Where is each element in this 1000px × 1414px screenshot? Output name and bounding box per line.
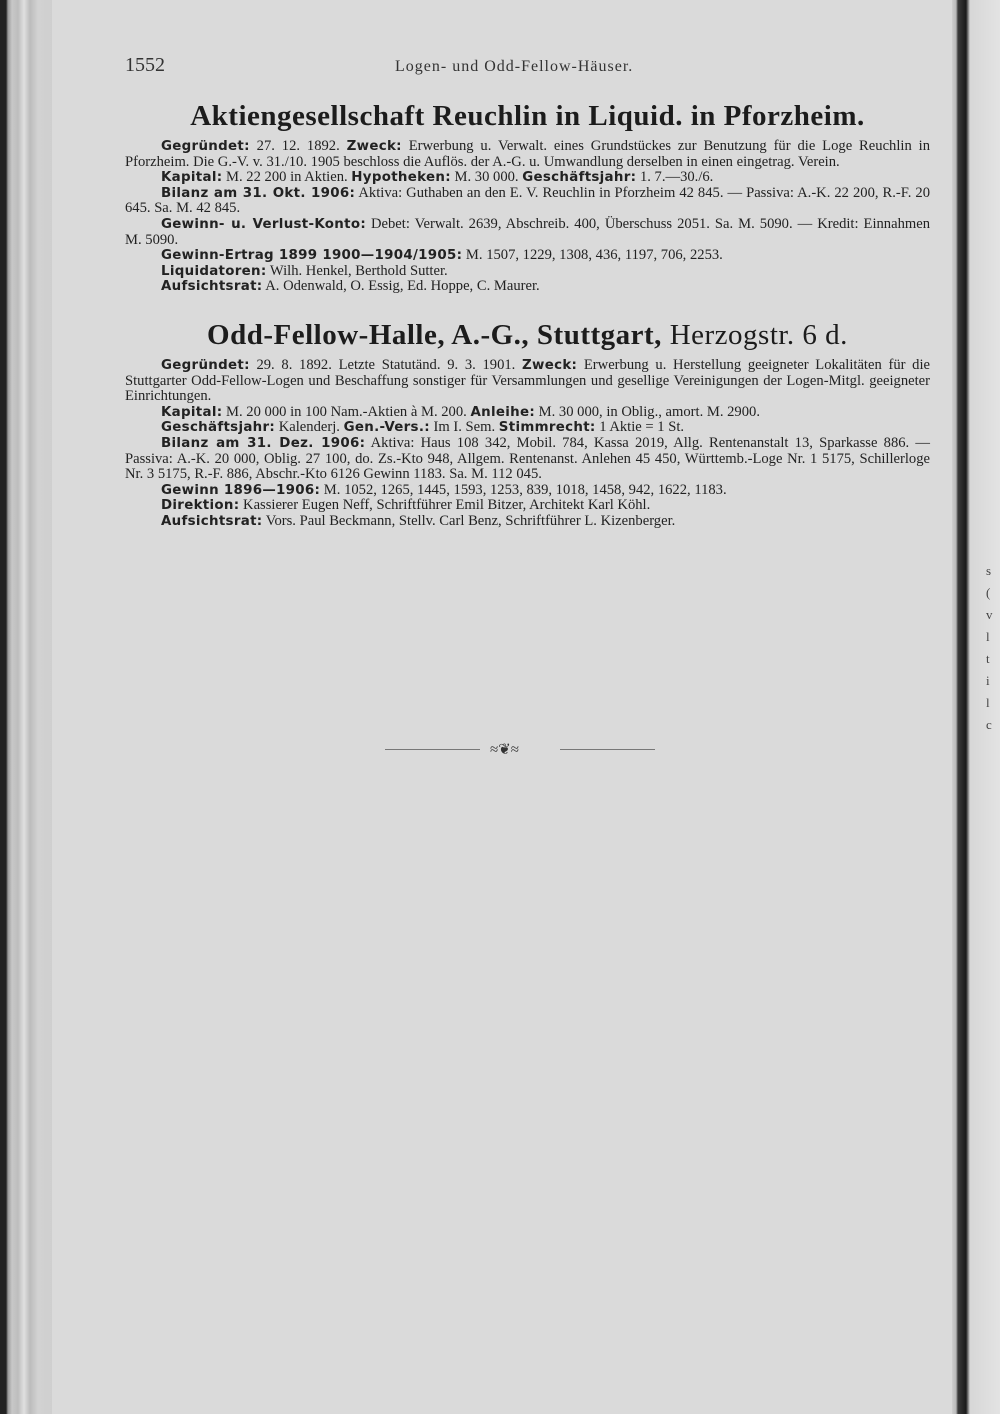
field-value: M. 20 000 in 100 Nam.-Aktien à M. 200. [222, 403, 471, 420]
field-label: Bilanz am 31. Okt. 1906: [161, 185, 356, 201]
edge-mark: c [986, 717, 992, 732]
edge-mark: i [986, 673, 990, 688]
edge-mark: v [986, 607, 993, 622]
field-label: Hypotheken: [351, 170, 451, 186]
adjacent-page-edge-marks [986, 560, 996, 736]
entry-title-bold: Odd-Fellow-Halle, A.-G., Stuttgart, [207, 318, 662, 351]
field-label: Gewinn-Ertrag 1899 1900—1904/1905: [161, 248, 463, 264]
edge-mark: l [986, 629, 990, 644]
entry-title-address: Herzogstr. 6 d. [661, 318, 848, 351]
field-value: 1. 7.—30./6. [636, 169, 714, 186]
field-label: Direktion: [161, 498, 240, 514]
field-value: 29. 8. 1892. Letzte Statutänd. 9. 3. 1901. [249, 356, 523, 373]
running-title: Logen- und Odd-Fellow-Häuser. [395, 58, 634, 75]
entry-odd-fellow-halle [125, 319, 930, 530]
field-value: Kassierer Eugen Neff, Schriftführer Emil Bitzer, Architekt Karl Köhl. [239, 497, 651, 514]
field-value: A. Odenwald, O. Essig, Ed. Hoppe, C. Maurer. [262, 278, 540, 295]
ornament-rule-left [385, 749, 480, 750]
edge-mark: l [986, 695, 990, 710]
section-end-ornament [385, 744, 655, 756]
entry-paragraph [125, 139, 930, 170]
field-value: Erwerbung u. Verwalt. eines Grundstückes zur Benutzung für die Loge Reuchlin in Pforzheim. Die G.-V. v. 31./10. 1905 beschloss die Auflös. der A.-G. u. Umwandlung derselben in einen eingetrag. Verein. [125, 138, 930, 170]
field-label: Gegründet: [161, 139, 250, 154]
field-value: Aktiva: Haus 108 342, Mobil. 784, Kassa 2019, Allg. Rentenanstalt 13, Sparkasse 886. — Passiva: A.-K. 20 000, Oblig. 27 100, do. Zs.-Kto 948, Allgem. Rentenanst. Anlehen 45 450, Württemb.-Loge Nr. 1 5175, Schillerloge Nr. 3 5175, R.-F. 886, Abschr.-Kto 6126 Gewinn 1183. Sa. M. 112 045. [125, 434, 930, 483]
field-value: M. 1507, 1229, 1308, 436, 1197, 706, 2253. [462, 247, 723, 264]
field-label: Kapital: [161, 170, 223, 186]
page-number: 1552 [125, 54, 165, 76]
entry-reuchlin [125, 100, 930, 295]
field-label: Geschäftsjahr: [522, 170, 637, 186]
entry-paragraph [125, 483, 930, 499]
ornament-rule-right [560, 749, 655, 750]
field-value: 1 Aktie = 1 St. [595, 419, 685, 436]
field-label: Zweck: [346, 139, 402, 154]
entry-paragraph [125, 420, 930, 436]
running-head [125, 54, 930, 88]
field-value: M. 22 200 in Aktien. [222, 169, 352, 186]
field-value: Vors. Paul Beckmann, Stellv. Carl Benz, Schriftführer L. Kizenberger. [262, 512, 676, 529]
entry-paragraph [125, 248, 930, 264]
field-label: Gen.-Vers.: [343, 420, 430, 436]
field-value: Im I. Sem. [429, 419, 499, 436]
field-label: Bilanz am 31. Dez. 1906: [161, 435, 366, 451]
field-label: Gegründet: [161, 357, 250, 373]
binding-shadow-left [0, 0, 52, 1414]
field-value: M. 30 000, in Oblig., amort. M. 2900. [534, 403, 760, 420]
field-label: Liquidatoren: [161, 263, 267, 279]
field-label: Kapital: [161, 404, 223, 420]
field-value: M. 30 000. [450, 169, 523, 186]
field-label: Aufsichtsrat: [161, 279, 263, 295]
field-value: Aktiva: Guthaben an den E. V. Reuchlin in Pforzheim 42 845. — Passiva: A.-K. 22 200, R.-F. 20 645. Sa. M. 42 845. [125, 184, 930, 217]
entry-paragraph [125, 170, 930, 186]
field-value: Erwerbung u. Herstellung geeigneter Lokalitäten für die Stuttgarter Odd-Fellow-Logen und Beschaffung sonstiger für Versammlungen und gesellige Vereinigungen der Logen-Mitgl. geeigneter Einrichtungen. [125, 356, 930, 405]
entry-title [125, 319, 930, 352]
edge-mark: t [986, 651, 990, 666]
field-value: Debet: Verwalt. 2639, Abschreib. 400, Überschuss 2051. Sa. M. 5090. — Kredit: Einnahmen M. 5090. [125, 215, 930, 248]
field-label: Gewinn- u. Verlust-Konto: [161, 216, 366, 232]
entry-title: Aktiengesellschaft Reuchlin in Liquid. in Pforzheim. [190, 100, 865, 132]
entry-paragraph [125, 186, 930, 217]
field-label: Aufsichtsrat: [161, 513, 263, 529]
field-value: Wilh. Henkel, Berthold Sutter. [266, 262, 448, 279]
field-label: Stimmrecht: [498, 420, 596, 436]
entry-paragraph [125, 264, 930, 280]
edge-mark: ( [986, 585, 991, 600]
ornament-glyph: ≈❦≈ [490, 742, 520, 758]
entry-paragraph [125, 498, 930, 514]
edge-mark: s [986, 563, 992, 578]
field-label: Gewinn 1896—1906: [161, 482, 321, 498]
entry-paragraph [125, 436, 930, 483]
field-value: 27. 12. 1892. [249, 138, 347, 154]
page-content [125, 54, 930, 529]
field-value: Kalenderj. [275, 419, 344, 436]
entry-paragraph [125, 405, 930, 421]
field-label: Zweck: [522, 357, 578, 373]
entry-paragraph [125, 514, 930, 530]
entry-paragraph [125, 358, 930, 405]
field-value: M. 1052, 1265, 1445, 1593, 1253, 839, 1018, 1458, 942, 1622, 1183. [320, 481, 727, 498]
field-label: Anleihe: [470, 404, 535, 420]
entry-paragraph [125, 279, 930, 295]
entry-paragraph [125, 217, 930, 248]
field-label: Geschäftsjahr: [161, 420, 276, 436]
